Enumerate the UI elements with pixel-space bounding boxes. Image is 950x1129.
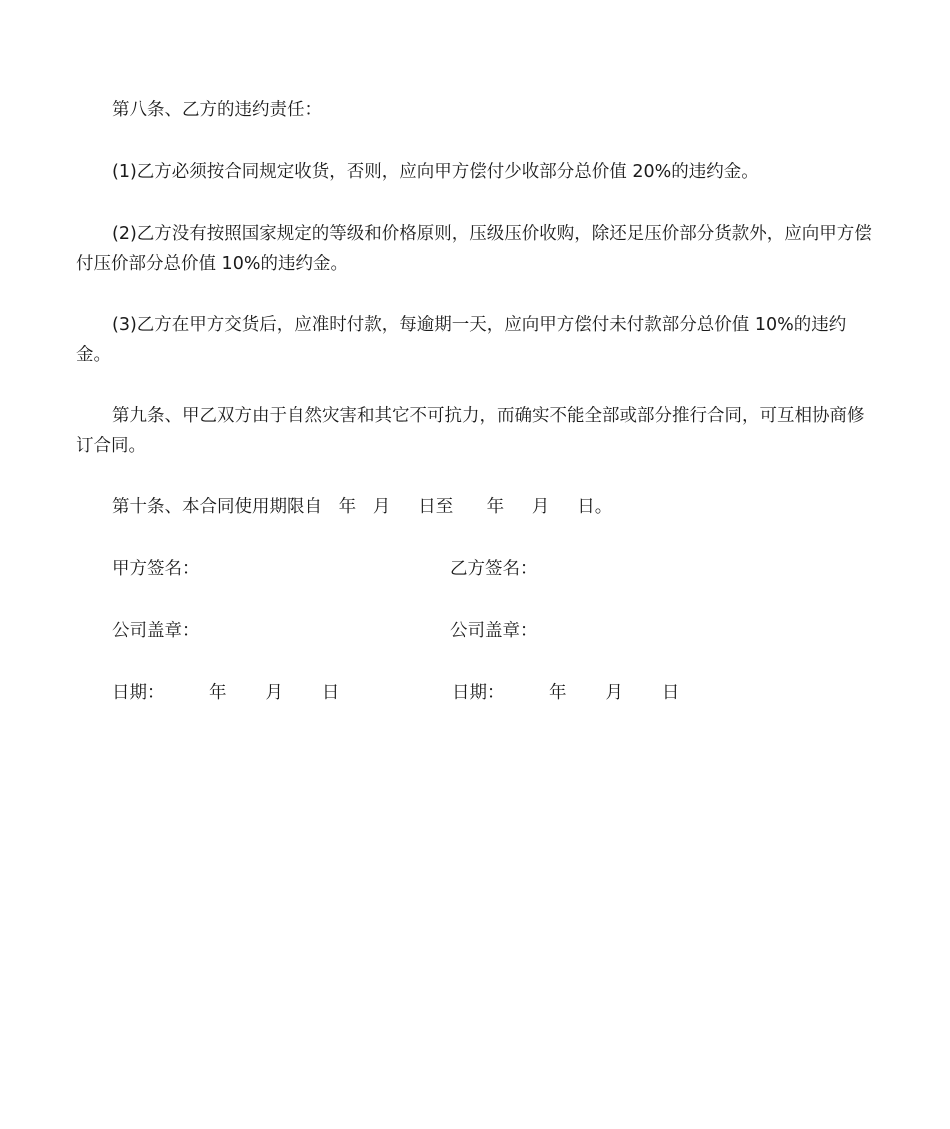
party-a-seal-label: 公司盖章： xyxy=(112,621,200,641)
article9-paragraph: 第九条、甲乙双方由于自然灾害和其它不可抗力，而确实不能全部或部分推行合同，可互相协商修订合同。 xyxy=(76,406,865,456)
article8-title: 第八条、乙方的违约责任： xyxy=(112,100,322,120)
party-b-date-label: 日期： 年 月 日 xyxy=(452,683,680,703)
party-b-signature-label: 乙方签名： xyxy=(450,559,538,579)
party-b-seal-label: 公司盖章： xyxy=(450,621,538,641)
article8-item1: (1)乙方必须按合同规定收货，否则，应向甲方偿付少收部分总价值 20%的违约金。 xyxy=(112,162,759,182)
article8-item2: (2)乙方没有按照国家规定的等级和价格原则，压级压价收购，除还足压价部分货款外，应向甲方偿付压价部分总价值 10%的违约金。 xyxy=(76,224,872,274)
article8-item3: (3)乙方在甲方交货后，应准时付款，每逾期一天，应向甲方偿付未付款部分总价值 10%的违约金。 xyxy=(76,315,847,365)
party-a-date-label: 日期： 年 月 日 xyxy=(112,683,340,703)
party-a-signature-label: 甲方签名： xyxy=(112,559,200,579)
article10-paragraph: 第十条、本合同使用期限自 年 月 日至 年 月 日。 xyxy=(112,497,613,517)
